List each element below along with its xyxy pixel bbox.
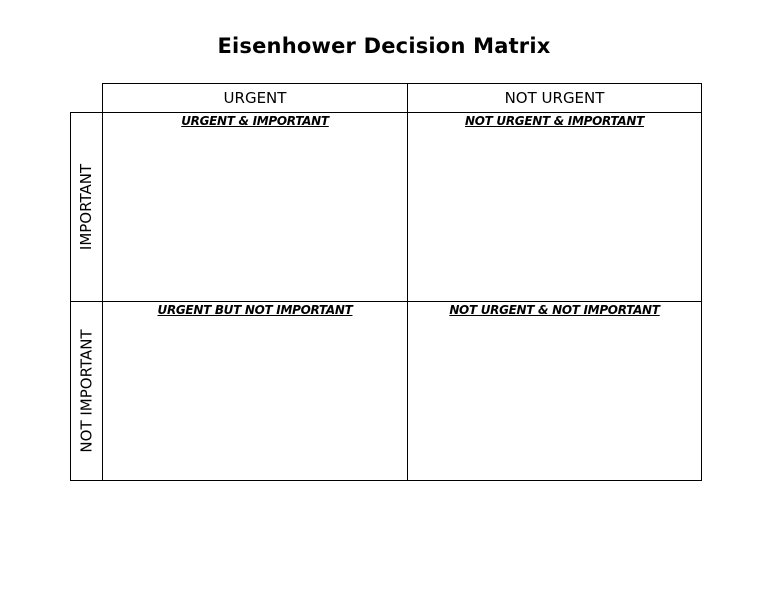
page-title: Eisenhower Decision Matrix: [217, 34, 551, 58]
quadrant-urgent-important[interactable]: [102, 112, 408, 302]
quadrant-not-urgent-not-important[interactable]: [407, 301, 702, 481]
row-header-important-label: IMPORTANT: [77, 163, 96, 251]
quadrant-label: NOT URGENT & NOT IMPORTANT: [449, 303, 660, 317]
quadrant-not-urgent-important[interactable]: [407, 112, 702, 302]
quadrant-label: NOT URGENT & IMPORTANT: [465, 114, 644, 128]
quadrant-label: URGENT BUT NOT IMPORTANT: [157, 303, 353, 317]
quadrant-urgent-not-important[interactable]: [102, 301, 408, 481]
column-header-not-urgent: NOT URGENT: [407, 83, 702, 113]
column-header-urgent: URGENT: [102, 83, 408, 113]
quadrant-label: URGENT & IMPORTANT: [181, 114, 329, 128]
row-header-important: [70, 112, 103, 302]
row-header-not-important: [70, 301, 103, 481]
row-header-not-important-label: NOT IMPORTANT: [77, 329, 96, 453]
